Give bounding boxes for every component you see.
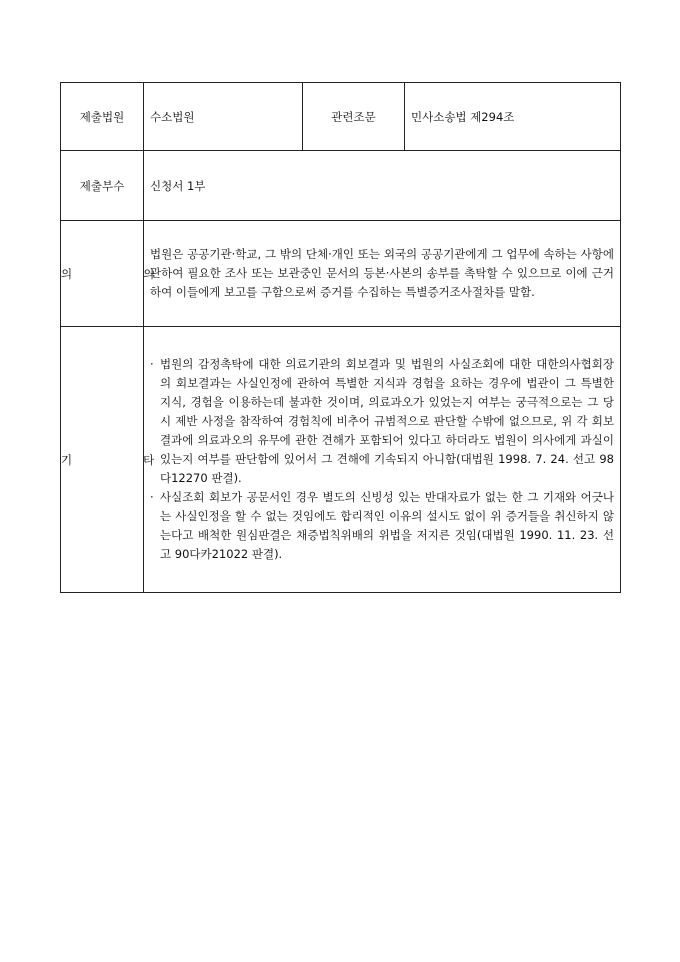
label-related-article: 관련조문	[303, 83, 405, 151]
info-table	[60, 82, 621, 593]
note-text-1: 법원의 감정촉탁에 대한 의료기관의 회보결과 및 법원의 사실조회에 대한 대한의사협회장의 회보결과는 사실인정에 관하여 특별한 지식과 경험을 요하는 경우에 법관이 그 특별한 지식, 경험을 이용하는데 불과한 것이며, 의료과오가 있었는지 여부는 궁극적으로는 그 당시 제반 사정을 참작하여 경험칙에 비추어 규범적으로 판단할 수밖에 없으므로, 위 각 회보결과에 의료과오의 유무에 관한 견해가 포함되어 있다고 하더라도 법원이 의사에게 과실이 있는지 여부를 판단함에 있어서 그 견해에 기속되지 아니함(대법원 1998. 7. 24. 선고 98다12270 판결).	[160, 357, 614, 485]
table-row-other	[61, 327, 621, 593]
label-meaning: 의 의	[61, 221, 144, 327]
value-submit-copies: 신청서 1부	[144, 151, 621, 221]
other-notes	[144, 327, 621, 593]
label-submit-copies: 제출부수	[61, 151, 144, 221]
bullet-mark-1: ·	[150, 357, 154, 371]
label-submit-court: 제출법원	[61, 83, 144, 151]
value-related-article: 민사소송법 제294조	[405, 83, 621, 151]
bullet-mark-2: ·	[150, 490, 154, 504]
label-other: 기 타	[61, 327, 144, 593]
note-item-2	[150, 488, 614, 564]
note-item-1	[150, 355, 614, 488]
table-row-copies	[61, 151, 621, 221]
table-row-meaning	[61, 221, 621, 327]
meaning-text: 법원은 공공기관·학교, 그 밖의 단체·개인 또는 외국의 공공기관에게 그 업무에 속하는 사항에 관하여 필요한 조사 또는 보관중인 문서의 등본·사본의 송부를 촉탁할 수 있으므로 이에 근거하여 이들에게 보고를 구함으로써 증거를 수집하는 특별증거조사절차를 말함.	[144, 221, 621, 327]
note-text-2: 사실조회 회보가 공문서인 경우 별도의 신빙성 있는 반대자료가 없는 한 그 기재와 어긋나는 사실인정을 할 수 없는 것임에도 합리적인 이유의 설시도 없이 위 증거들을 취신하지 않는다고 배척한 원심판결은 채증법칙위배의 위법을 저지른 것임(대법원 1990. 11. 23. 선고 90다카21022 판결).	[160, 490, 614, 561]
table-row-court	[61, 83, 621, 151]
value-submit-court: 수소법원	[144, 83, 303, 151]
